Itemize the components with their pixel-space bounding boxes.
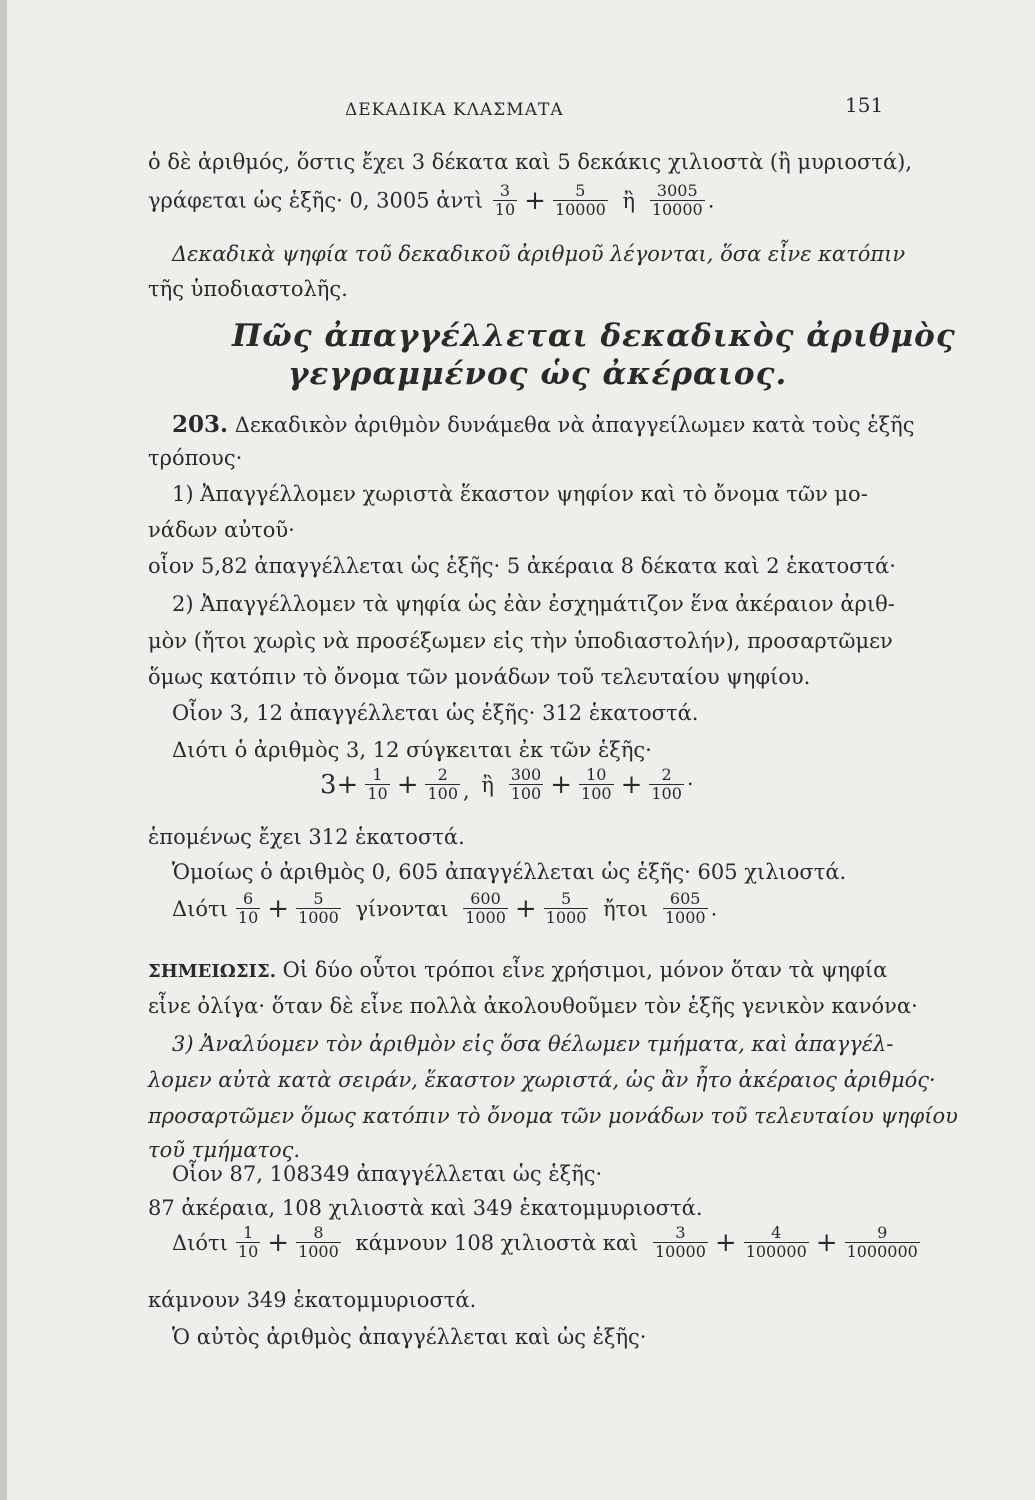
equation-word: γίνονται: [355, 896, 449, 921]
section-number: 203.: [172, 411, 229, 438]
fraction: $\frac{5}{10000}$: [554, 181, 606, 219]
plus-sign: +: [524, 185, 546, 216]
text-line: Ὁ αὐτὸς ἀριθμὸς ἀπαγγέλλεται καὶ ὡς ἑξῆς·: [172, 1325, 647, 1349]
text-line: 87 ἀκέραια, 108 χιλιοστὰ καὶ 349 ἑκατομμυριοστά.: [148, 1196, 703, 1220]
text-line: Ὁμοίως ὁ ἀριθμὸς 0, 605 ἀπαγγέλλεται ὡς ἑξῆς· 605 χιλιοστά.: [172, 860, 847, 884]
plus-sign: +: [620, 769, 643, 800]
lead-word: Διότι: [172, 1230, 228, 1255]
section-heading: γεγραμμένος ὡς ἀκέραιος.: [288, 356, 788, 392]
text-line: Οἷον 87, 108349 ἀπαγγέλλεται ὡς ἑξῆς·: [172, 1162, 603, 1186]
text-line: λομεν αὐτὰ κατὰ σειράν, ἕκαστον χωριστά, ὡς ἂν ἦτο ἀκέραιος ἀριθμός·: [148, 1068, 936, 1092]
or-word: ἢ: [622, 188, 636, 213]
plus-sign: +: [815, 1227, 838, 1258]
plus-sign: +: [514, 893, 537, 924]
plus-sign: +: [396, 769, 419, 800]
fraction: $\frac{600}{1000}$: [465, 889, 506, 927]
text-line: τῆς ὑποδιαστολῆς.: [148, 277, 348, 301]
plus-sign: +: [267, 893, 290, 924]
text-line: 3) Ἀναλύομεν τὸν ἀριθμὸν εἰς ὅσα θέλωμεν τμήματα, καὶ ἀπαγγέλ-: [172, 1032, 894, 1056]
text-line: 2) Ἀπαγγέλλομεν τὰ ψηφία ὡς ἐὰν ἐσχημάτιζον ἕνα ἀκέραιον ἀριθ-: [172, 592, 895, 616]
text-line: 1) Ἀπαγγέλλομεν χωριστὰ ἕκαστον ψηφίον καὶ τὸ ὄνομα τῶν μο-: [172, 482, 868, 506]
text-line: προσαρτῶμεν ὅμως κατόπιν τὸ ὄνομα τῶν μονάδων τοῦ τελευταίου ψηφίου: [148, 1104, 958, 1128]
text-line: ἑπομένως ἔχει 312 ἑκατοστά.: [148, 825, 465, 849]
fraction: $\frac{10}{100}$: [581, 765, 612, 803]
fraction: $\frac{5}{1000}$: [545, 889, 587, 927]
fraction: $\frac{1}{10}$: [237, 1223, 259, 1261]
text-line: 203. Δεκαδικὸν ἀριθμὸν δυνάμεθα νὰ ἀπαγγείλωμεν κατὰ τοὺς ἑξῆς: [172, 411, 915, 438]
running-header: ΔΕΚΑΔΙΚΑ ΚΛΑΣΜΑΤΑ: [345, 100, 564, 120]
fraction: $\frac{5}{1000}$: [298, 889, 339, 927]
text-line: μὸν (ἤτοι χωρὶς νὰ προσέξωμεν εἰς τὴν ὑποδιαστολήν), προσαρτῶμεν: [148, 629, 893, 653]
text-line: Διότι ὁ ἀριθμὸς 3, 12 σύγκειται ἐκ τῶν ἑξῆς·: [172, 738, 652, 762]
text-line: εἶνε ὀλίγα· ὅταν δὲ εἶνε πολλὰ ἀκολουθοῦμεν τὸν ἑξῆς γενικὸν κανόνα·: [148, 994, 918, 1018]
plus-sign: +: [267, 1227, 290, 1258]
lead-word: Διότι: [172, 896, 228, 921]
page-edge: [0, 0, 7, 1500]
text-line: νάδων αὐτοῦ·: [148, 518, 295, 542]
equation-line-4: [172, 1224, 923, 1261]
text-line: ΣΗΜΕΙΩΣΙΣ. Οἱ δύο οὗτοι τρόποι εἶνε χρήσιμοι, μόνον ὅταν τὰ ψηφία: [148, 958, 888, 982]
equation-line-1: γράφεται ὡς ἑξῆς· 0, 3005 ἀντὶ $\frac{3}{10}$ + $\frac{5}{10000}$ ἢ $\frac{3005}{10000}$ .: [148, 181, 715, 219]
section-heading: Πῶς ἀπαγγέλλεται δεκαδικὸς ἀριθμὸς: [232, 318, 956, 354]
text-line: Οἷον 3, 12 ἀπαγγέλλεται ὡς ἑξῆς· 312 ἑκατοστά.: [172, 701, 699, 725]
fraction: $\frac{3}{10000}$: [654, 1223, 706, 1261]
text-line: οἷον 5,82 ἀπαγγέλλεται ὡς ἑξῆς· 5 ἀκέραια 8 δέκατα καὶ 2 ἑκατοστά·: [148, 554, 896, 578]
fraction: $\frac{1}{10}$: [367, 765, 388, 803]
fraction: $\frac{3005}{10000}$: [651, 181, 703, 219]
fraction: $\frac{3}{10}$: [494, 181, 516, 219]
equation-line-3: Διότι $\frac{6}{10}$ + $\frac{5}{1000}$ γίνονται $\frac{600}{1000}$ + $\frac{5}{1000}$ ἤτοι $\frac{605}{1000}$ .: [172, 889, 718, 927]
fraction: $\frac{9}{1000000}$: [846, 1223, 918, 1261]
fraction: $\frac{2}{100}$: [427, 765, 459, 803]
page-number: 151: [845, 93, 884, 117]
fraction: $\frac{6}{10}$: [237, 889, 259, 927]
equation-word: κάμνουν 108 χιλιοστὰ καὶ: [355, 1230, 639, 1255]
text-line: ὁ δὲ ἀριθμός, ὅστις ἔχει 3 δέκατα καὶ 5 δεκάκις χιλιοστὰ (ἢ μυριοστά),: [148, 150, 913, 174]
lead-term: 3+: [320, 769, 359, 800]
fraction: $\frac{300}{100}$: [510, 765, 542, 803]
fraction: $\frac{2}{100}$: [651, 765, 682, 803]
equation-line-2: 3+ $\frac{1}{10}$ + $\frac{2}{100}$ , ἢ $\frac{300}{100}$ + $\frac{10}{100}$ + $\frac{2}{100}$ .: [320, 765, 694, 803]
text-line: γράφεται ὡς ἑξῆς· 0, 3005 ἀντὶ: [148, 188, 484, 213]
text-line: τρόπους·: [148, 446, 243, 470]
or-word: ἢ: [481, 772, 494, 797]
fraction: $\frac{4}{100000}$: [745, 1223, 807, 1261]
text-line: τοῦ τμήματος.: [148, 1138, 301, 1162]
text-line: κάμνουν 349 ἑκατομμυριοστά.: [148, 1288, 477, 1312]
plus-sign: +: [550, 769, 573, 800]
note-label: ΣΗΜΕΙΩΣΙΣ.: [148, 961, 276, 982]
text-line: Δεκαδικὰ ψηφία τοῦ δεκαδικοῦ ἀριθμοῦ λέγονται, ὅσα εἶνε κατόπιν: [172, 242, 906, 266]
fraction: $\frac{605}{1000}$: [664, 889, 706, 927]
text-line: ὅμως κατόπιν τὸ ὄνομα τῶν μονάδων τοῦ τελευταίου ψηφίου.: [148, 665, 811, 689]
fraction: $\frac{8}{1000}$: [298, 1223, 339, 1261]
plus-sign: +: [714, 1227, 737, 1258]
equation-word: ἤτοι: [603, 896, 649, 921]
